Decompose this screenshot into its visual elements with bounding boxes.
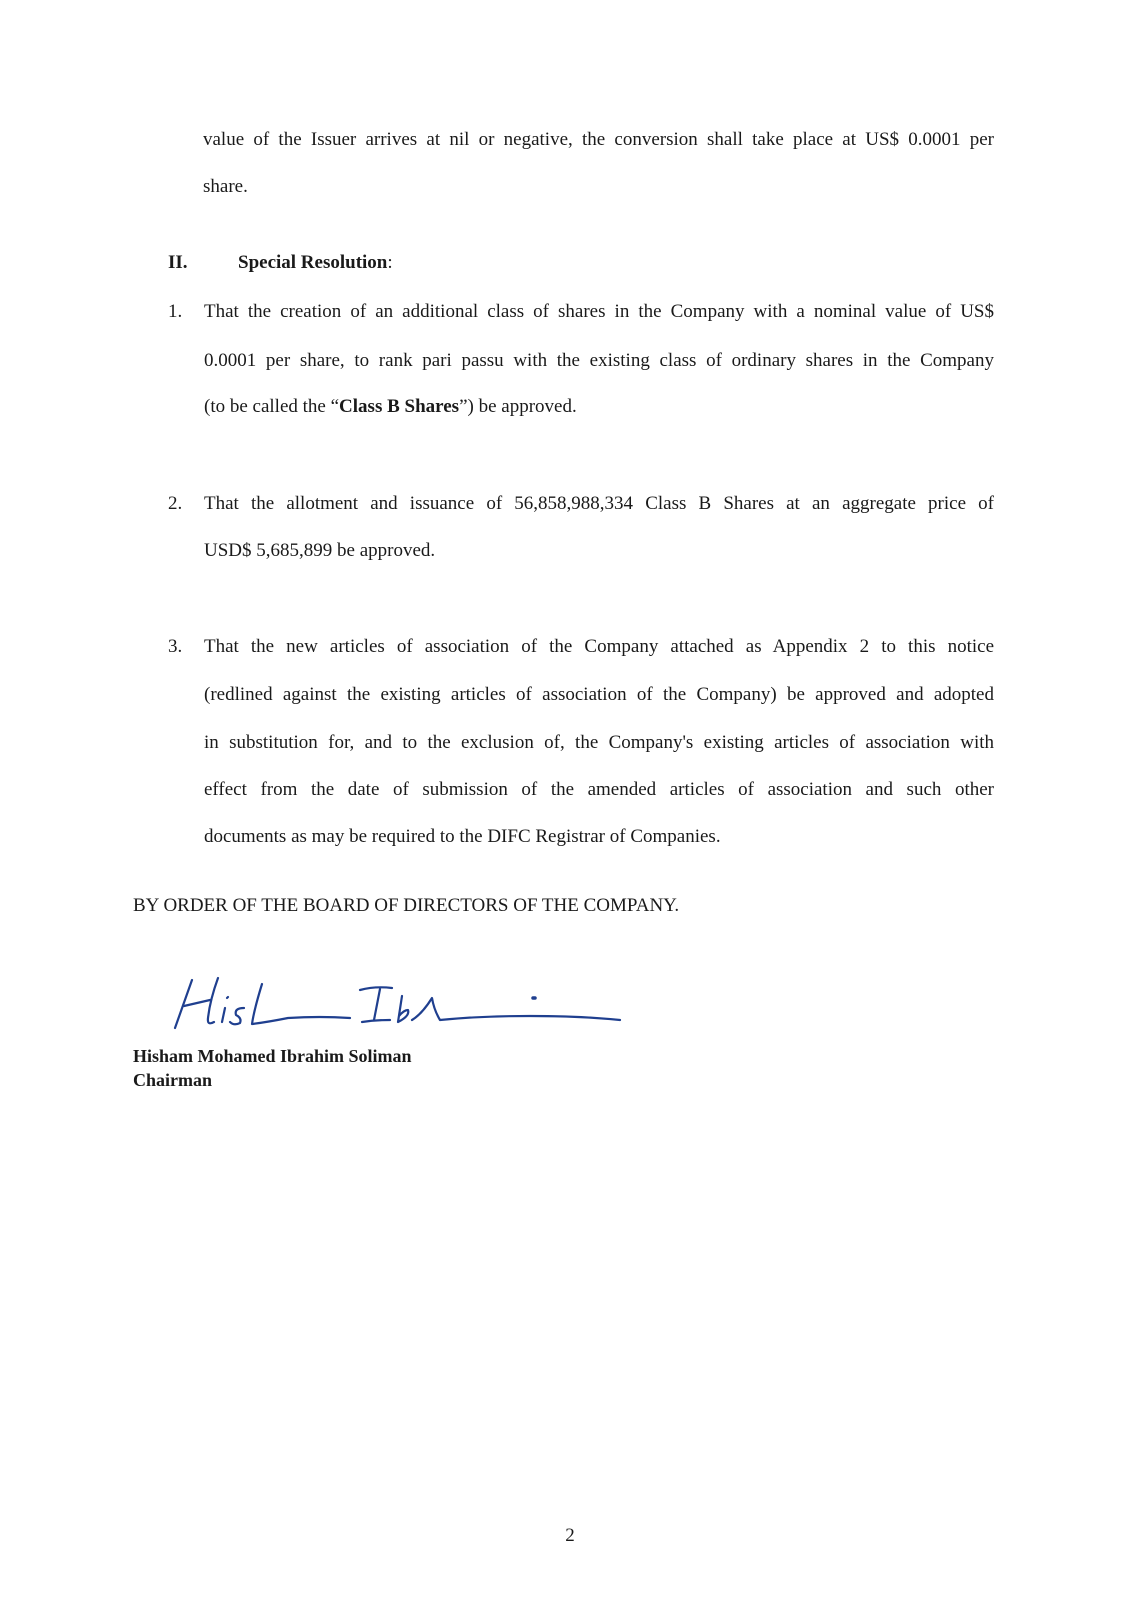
- signatory-title: Chairman: [133, 1070, 213, 1090]
- resolution-1-text-suffix: ”) be approved.: [459, 396, 577, 417]
- signatory-name: Hisham Mohamed Ibrahim Soliman: [133, 1046, 412, 1066]
- defined-term-class-b-shares: Class B Shares: [339, 396, 460, 417]
- resolution-1-line-3: [204, 397, 577, 416]
- section-title: Special Resolution: [238, 252, 388, 273]
- resolution-2-number: 2.: [168, 493, 183, 514]
- continuation-line-1: value of the Issuer arrives at nil or negative, the conversion shall take place at US$ 0.0001 per: [203, 129, 994, 150]
- closing-statement: BY ORDER OF THE BOARD OF DIRECTORS OF THE COMPANY.: [133, 895, 680, 916]
- resolution-1-line-2: 0.0001 per share, to rank pari passu with the existing class of ordinary shares in the Company: [204, 350, 994, 371]
- resolution-3-line-1: That the new articles of association of the Company attached as Appendix 2 to this notice: [204, 636, 994, 657]
- resolution-1-text-prefix: (to be called the “: [204, 396, 340, 417]
- resolution-3-line-4: effect from the date of submission of the amended articles of association and such other: [204, 779, 994, 800]
- section-heading: [238, 253, 393, 272]
- resolution-2-line-1: That the allotment and issuance of 56,858,988,334 Class B Shares at an aggregate price of: [204, 493, 994, 514]
- resolution-1-number: 1.: [168, 301, 183, 322]
- resolution-3-line-3: in substitution for, and to the exclusion of, the Company's existing articles of association with: [204, 732, 994, 753]
- resolution-2-line-2: USD$ 5,685,899 be approved.: [204, 540, 436, 561]
- continuation-line-2: share.: [203, 176, 248, 197]
- resolution-3-number: 3.: [168, 636, 183, 657]
- resolution-1-line-1: That the creation of an additional class of shares in the Company with a nominal value of US$: [204, 301, 994, 322]
- section-number: II.: [168, 252, 188, 273]
- handwritten-signature: [170, 970, 650, 1040]
- resolution-3-line-5: documents as may be required to the DIFC Registrar of Companies.: [204, 826, 721, 847]
- section-title-colon: :: [387, 252, 393, 273]
- resolution-3-line-2: (redlined against the existing articles of association of the Company) be approved and adopted: [204, 684, 994, 705]
- page-number: 2: [565, 1525, 575, 1546]
